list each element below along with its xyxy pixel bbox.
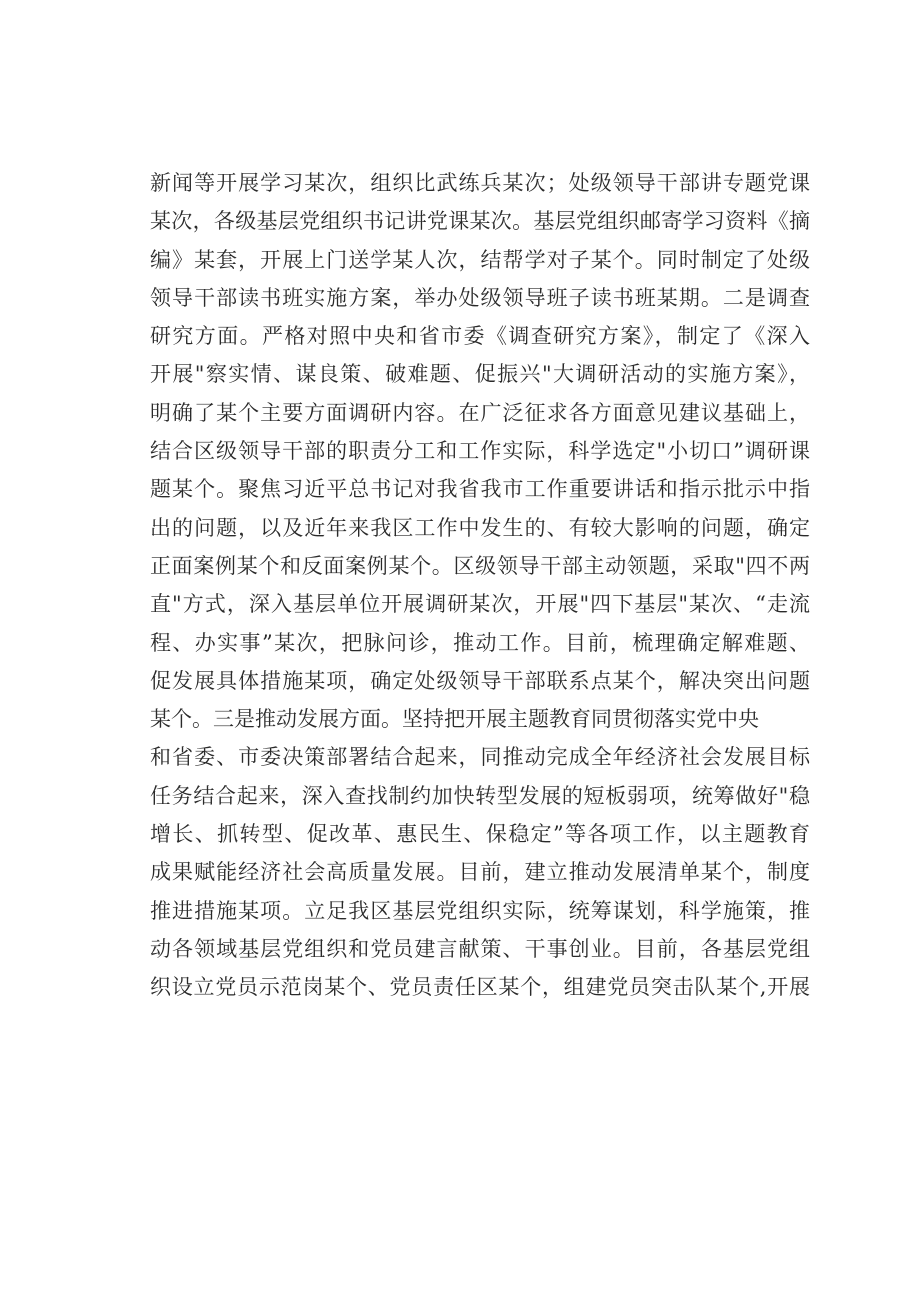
text-line-17: 任务结合起来，深入查找制约加快转型发展的短板弱项，统筹做好"稳	[150, 783, 810, 808]
text-line-16: 和省委、市委决策部署结合起来，同推动完成全年经济社会发展目标	[150, 745, 810, 770]
text-line-6: 开展"察实情、谋良策、破难题、促振兴"大调研活动的实施方案》，	[150, 362, 810, 387]
text-line-4: 领导干部读书班实施方案，举办处级领导班子读书班某期。二是调查	[150, 285, 810, 310]
text-line-5: 研究方面。严格对照中央和省市委《调查研究方案》，制定了《深入	[150, 324, 810, 349]
text-line-13: 程、办实事”某次，把脉问诊，推动工作。目前，梳理确定解难题、	[150, 630, 810, 655]
text-line-1: 新闻等开展学习某次，组织比武练兵某次；处级领导干部讲专题党课	[150, 171, 810, 195]
text-line-22: 织设立党员示范岗某个、党员责任区某个，组建党员突击队某个,开展	[150, 975, 810, 1000]
text-line-9: 题某个。聚焦习近平总书记对我省我市工作重要讲话和指示批示中指	[150, 477, 810, 502]
text-line-2: 某次，各级基层党组织书记讲党课某次。基层党组织邮寄学习资料《摘	[150, 209, 810, 234]
text-line-18: 增长、抓转型、促改革、惠民生、保稳定”等各项工作，以主题教育	[150, 822, 810, 847]
text-line-7: 明确了某个主要方面调研内容。在广泛征求各方面意见建议基础上，	[150, 400, 810, 425]
text-line-11: 正面案例某个和反面案例某个。区级领导干部主动领题，采取"四不两	[150, 553, 810, 578]
text-line-19: 成果赋能经济社会高质量发展。目前，建立推动发展清单某个，制度	[150, 860, 810, 885]
text-line-8: 结合区级领导干部的职责分工和工作实际，科学选定"小切口”调研课	[150, 439, 810, 464]
text-line-14: 促发展具体措施某项，确定处级领导干部联系点某个，解决突出问题	[150, 668, 810, 693]
text-line-3: 编》某套，开展上门送学某人次，结帮学对子某个。同时制定了处级	[150, 247, 810, 272]
text-line-15: 某个。三是推动发展方面。坚持把开展主题教育同贯彻落实党中央	[150, 707, 759, 732]
text-line-20: 推进措施某项。立足我区基层党组织实际，统筹谋划，科学施策，推	[150, 898, 810, 923]
text-line-12: 直"方式，深入基层单位开展调研某次，开展"四下基层"某次、“走流	[150, 592, 810, 617]
text-line-21: 动各领域基层党组织和党员建言献策、干事创业。目前，各基层党组	[150, 936, 810, 961]
body-text	[150, 164, 810, 1007]
text-line-10: 出的问题，以及近年来我区工作中发生的、有较大影响的问题，确定	[150, 515, 810, 540]
